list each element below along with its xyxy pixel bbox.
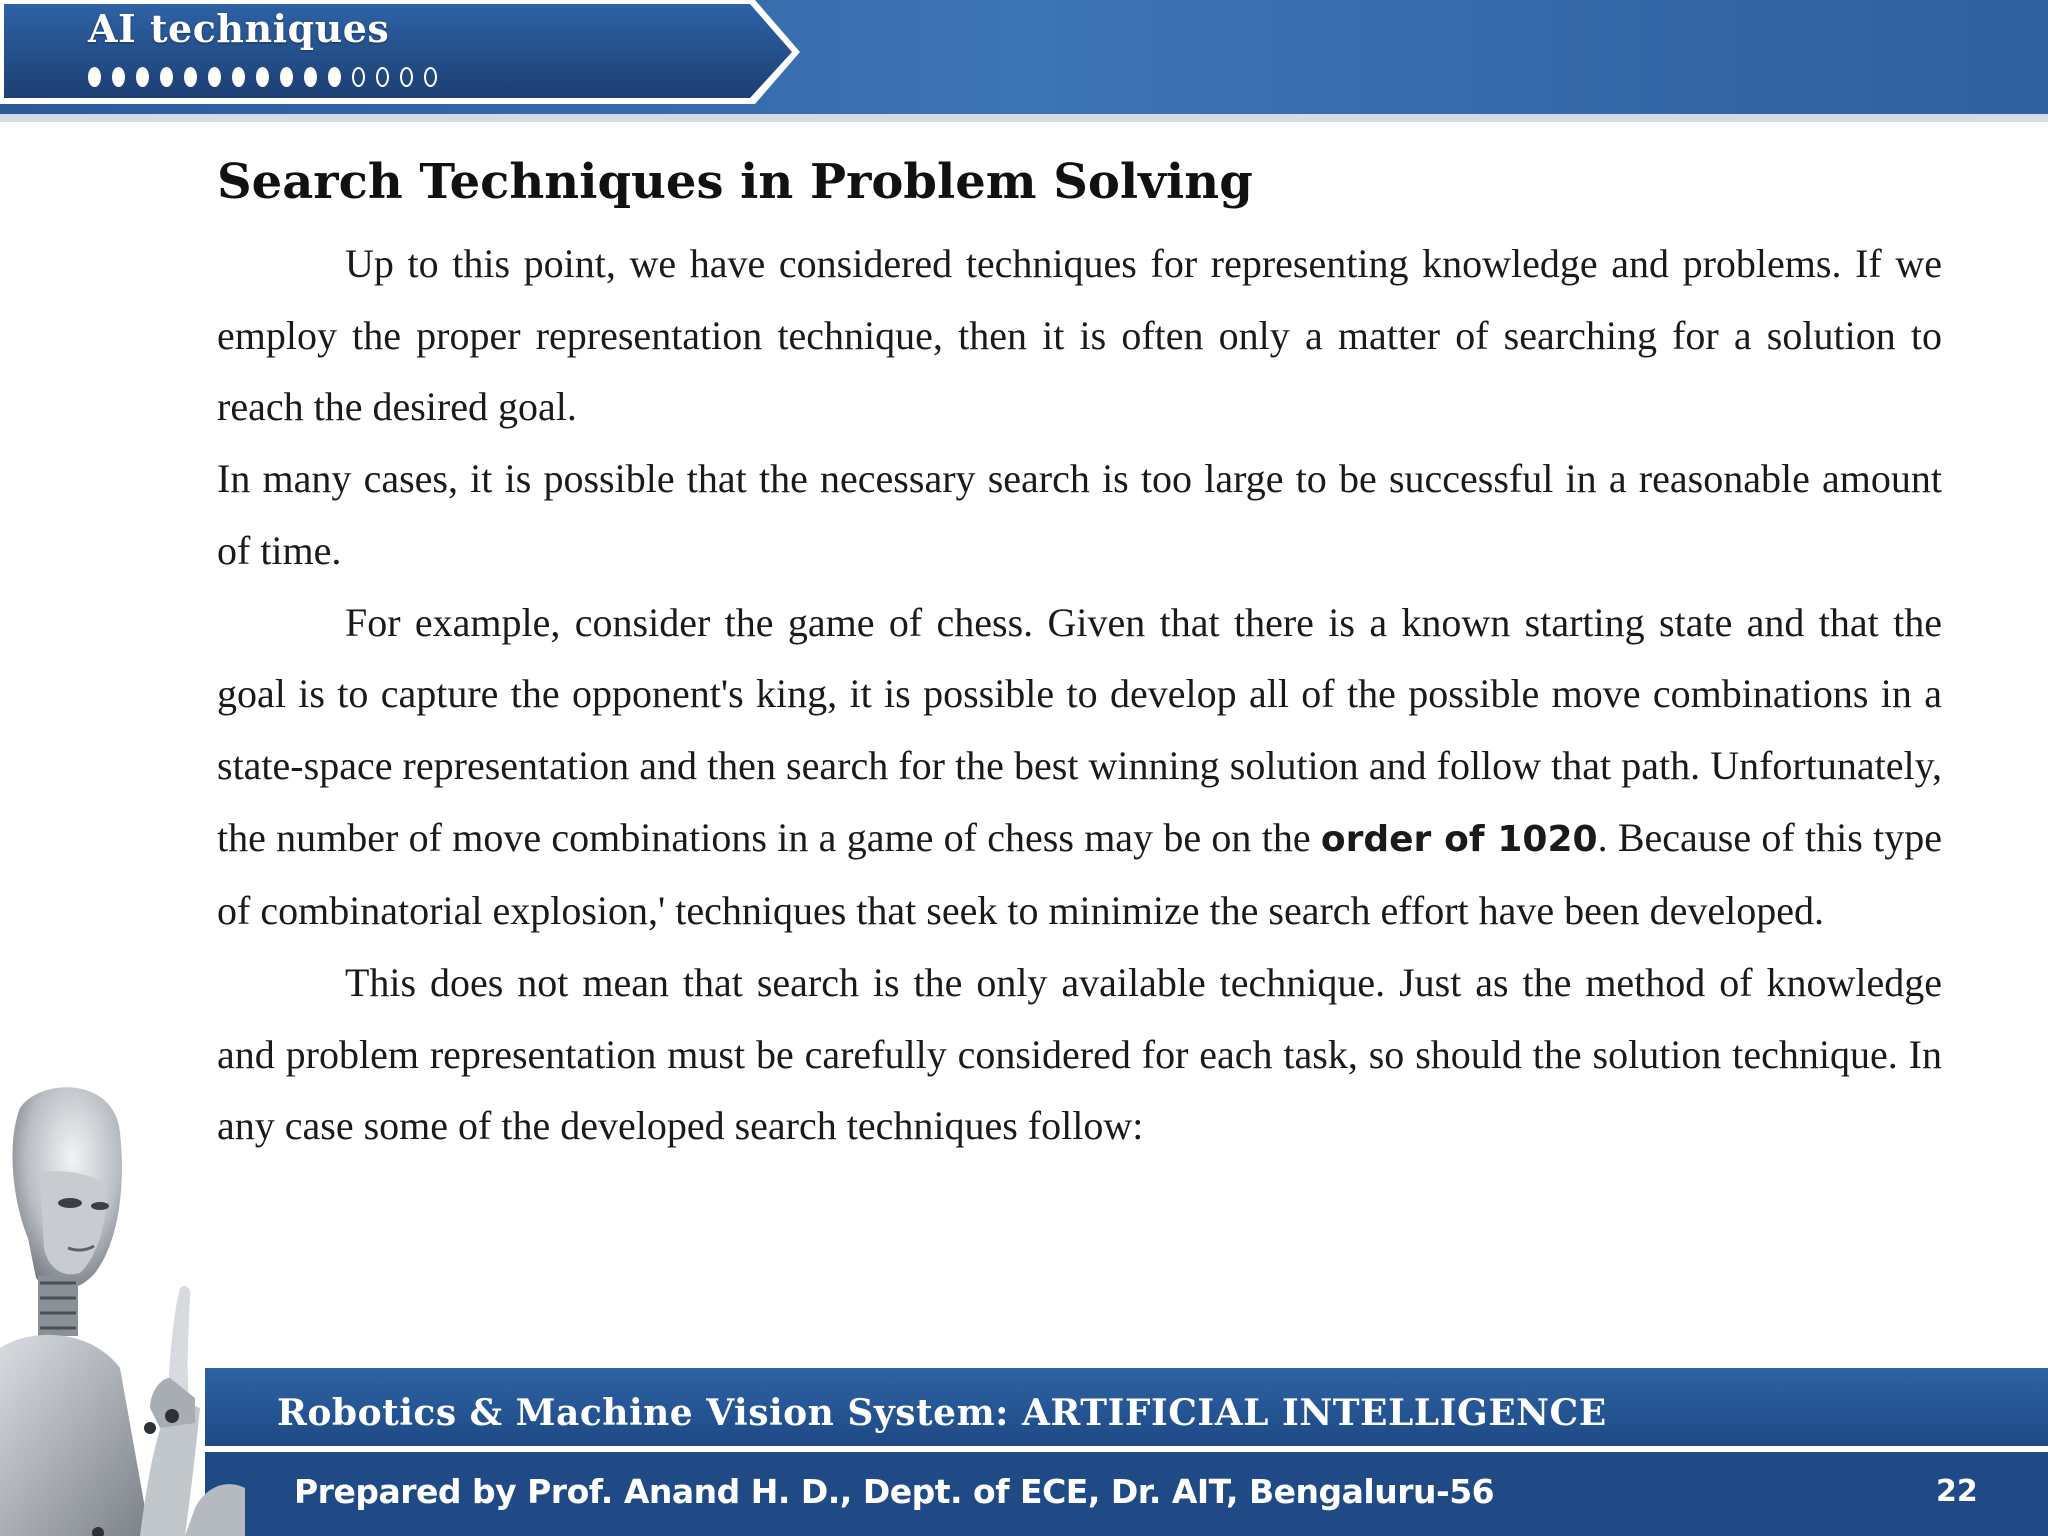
robot-illustration (0, 1078, 245, 1536)
paragraph-4: This does not mean that search is the only available technique. Just as the method of knowledge and problem representation must be carefully considered for each task, so should the solution technique. In any case some of the developed search techniques follow: (217, 960, 1942, 1149)
progress-dot-empty (400, 67, 413, 87)
paragraph-3-text-a: For example, consider the game of chess. Given that there is a known starting state and that the goal is to capture the opponent's king, it is possible to develop all of the possible move combinations in a state-space representation and then search for the best winning solution and follow that path. Unfortunately, the number of move combinations in a game of chess may be on the (217, 599, 1942, 860)
paragraph-3 (217, 587, 1942, 948)
slide-content (217, 142, 1942, 1162)
slide-progress-dots (88, 60, 437, 94)
progress-dot-filled (160, 67, 173, 87)
paragraph-3-emphasis: order of 1020 (1320, 818, 1598, 860)
header-band (0, 0, 2048, 124)
progress-dot-filled (280, 67, 293, 87)
progress-dot-empty (424, 67, 437, 87)
progress-dot-filled (328, 67, 341, 87)
section-title: AI techniques (88, 6, 390, 51)
progress-dot-filled (208, 67, 221, 87)
progress-dot-filled (112, 67, 125, 87)
course-title: Robotics & Machine Vision System: ARTIFICIAL INTELLIGENCE (277, 1392, 1607, 1434)
slide-title: Search Techniques in Problem Solving (217, 154, 1253, 210)
progress-dot-filled (256, 67, 269, 87)
progress-dot-empty (376, 67, 389, 87)
progress-dot-filled (184, 67, 197, 87)
page-number: 22 (1936, 1474, 1978, 1509)
footer-band (0, 1368, 2048, 1536)
paragraph-3-text-b: . Because of this type of combinatorial explosion,' techniques that seek to minimize the search effort have been developed. (217, 814, 1942, 934)
progress-dot-filled (232, 67, 245, 87)
progress-dot-empty (352, 67, 365, 87)
paragraph-2: In many cases, it is possible that the necessary search is too large to be successful in a reasonable amount of time. (217, 456, 1942, 573)
progress-dot-filled (304, 67, 317, 87)
paragraph-1: Up to this point, we have considered techniques for representing knowledge and problems. If we employ the proper representation technique, then it is often only a matter of searching for a solution to reach the desired goal. (217, 241, 1942, 430)
progress-dot-filled (136, 67, 149, 87)
progress-dot-filled (88, 67, 101, 87)
author-credit: Prepared by Prof. Anand H. D., Dept. of ECE, Dr. AIT, Bengaluru-56 (294, 1472, 1495, 1511)
